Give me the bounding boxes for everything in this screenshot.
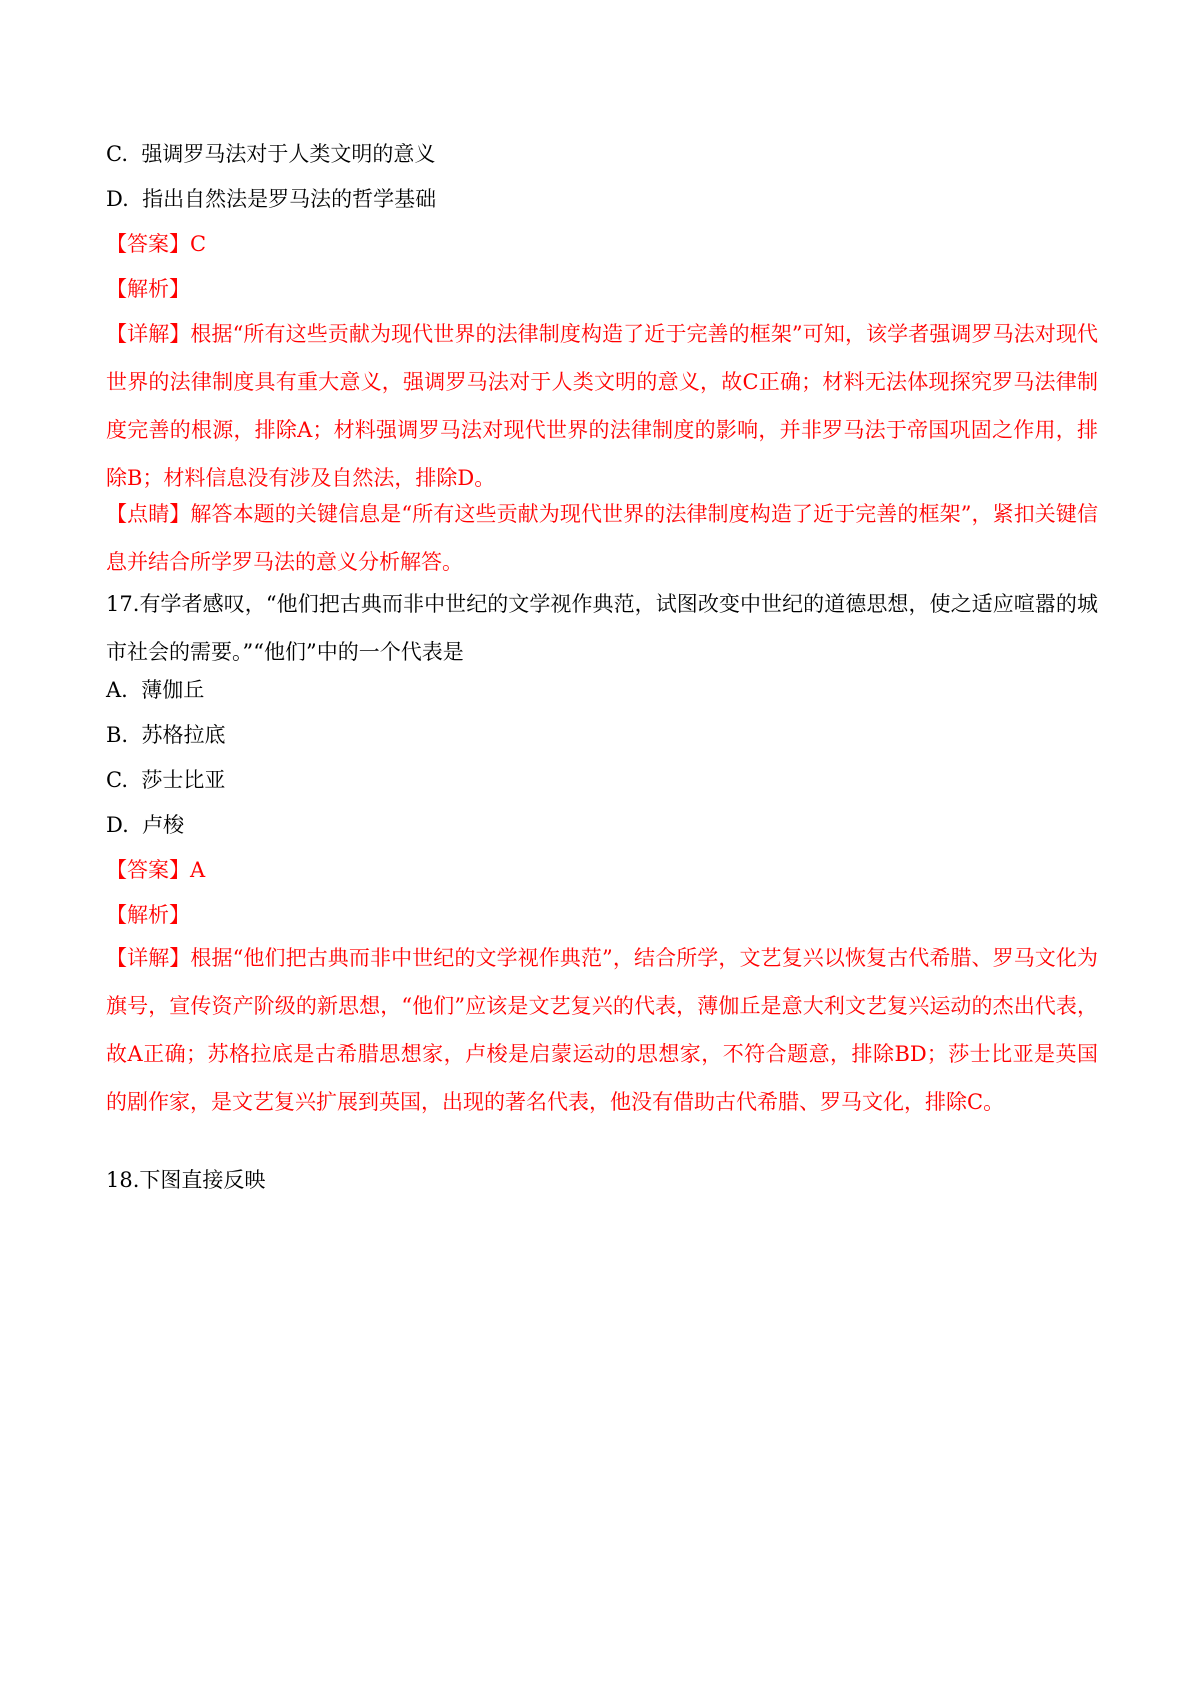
- detail-label: 【详解】: [106, 322, 191, 346]
- q16-tip: [106, 490, 1098, 586]
- q17-option-d: D. 卢梭: [106, 813, 185, 837]
- q17-detail: [106, 934, 1098, 1126]
- q18-stem: 18.下图直接反映: [106, 1168, 266, 1192]
- answer-value: C: [190, 232, 207, 256]
- answer-label: 【答案】: [106, 858, 190, 882]
- q17-analysis-label: 【解析】: [106, 903, 190, 927]
- q16-answer: [106, 230, 206, 258]
- detail-label: 【详解】: [106, 946, 191, 970]
- answer-value: A: [190, 858, 206, 882]
- q16-option-c: C. 强调罗马法对于人类文明的意义: [106, 142, 436, 166]
- tip-text: 解答本题的关键信息是“所有这些贡献为现代世界的法律制度构造了近于完善的框架”，紧扣关键信息并结合所学罗马法的意义分析解答。: [106, 502, 1099, 574]
- q16-analysis-label: 【解析】: [106, 277, 190, 301]
- answer-label: 【答案】: [106, 232, 190, 256]
- q17-option-a: A. 薄伽丘: [106, 678, 205, 702]
- detail-text: 根据“所有这些贡献为现代世界的法律制度构造了近于完善的框架”可知，该学者强调罗马法对现代世界的法律制度具有重大意义，强调罗马法对于人类文明的意义，故C正确；材料无法体现探究罗马法律制度完善的根源，排除A；材料强调罗马法对现代世界的法律制度的影响，并非罗马法于帝国巩固之作用，排除B；材料信息没有涉及自然法，排除D。: [106, 322, 1099, 490]
- q17-option-b: B. 苏格拉底: [106, 723, 226, 747]
- q17-answer: [106, 856, 205, 884]
- q17-option-c: C. 莎士比亚: [106, 768, 226, 792]
- tip-label: 【点睛】: [106, 502, 191, 526]
- q16-detail: [106, 310, 1098, 502]
- q16-option-d: D. 指出自然法是罗马法的哲学基础: [106, 187, 437, 211]
- detail-text: 根据“他们把古典而非中世纪的文学视作典范”，结合所学，文艺复兴以恢复古代希腊、罗马文化为旗号，宣传资产阶级的新思想，“他们”应该是文艺复兴的代表，薄伽丘是意大利文艺复兴运动的杰出代表，故A正确；苏格拉底是古希腊思想家，卢梭是启蒙运动的思想家，不符合题意，排除BD；莎士比亚是英国的剧作家，是文艺复兴扩展到英国，出现的著名代表，他没有借助古代希腊、罗马文化，排除C。: [106, 946, 1099, 1114]
- q17-stem: 17.有学者感叹，“他们把古典而非中世纪的文学视作典范，试图改变中世纪的道德思想，使之适应喧嚣的城市社会的需要。”“他们”中的一个代表是: [106, 592, 1098, 664]
